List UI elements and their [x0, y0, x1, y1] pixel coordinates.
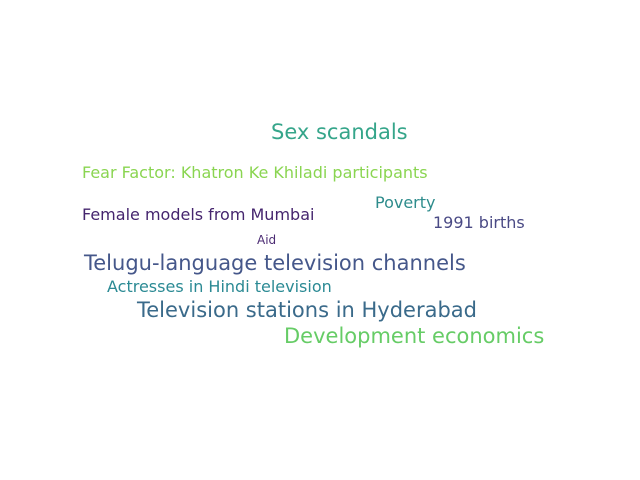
word-fear-factor-participants: Fear Factor: Khatron Ke Khiladi participants	[82, 163, 428, 182]
word-sex-scandals: Sex scandals	[271, 120, 408, 144]
word-actresses-hindi-television: Actresses in Hindi television	[107, 277, 332, 296]
word-television-stations-hyderabad: Television stations in Hyderabad	[137, 298, 478, 322]
word-development-economics: Development economics	[284, 324, 545, 348]
word-poverty: Poverty	[375, 193, 436, 212]
word-telugu-television-channels: Telugu-language television channels	[84, 251, 466, 275]
word-1991-births: 1991 births	[433, 213, 525, 232]
word-female-models-mumbai: Female models from Mumbai	[82, 205, 315, 224]
word-aid: Aid	[257, 233, 277, 247]
